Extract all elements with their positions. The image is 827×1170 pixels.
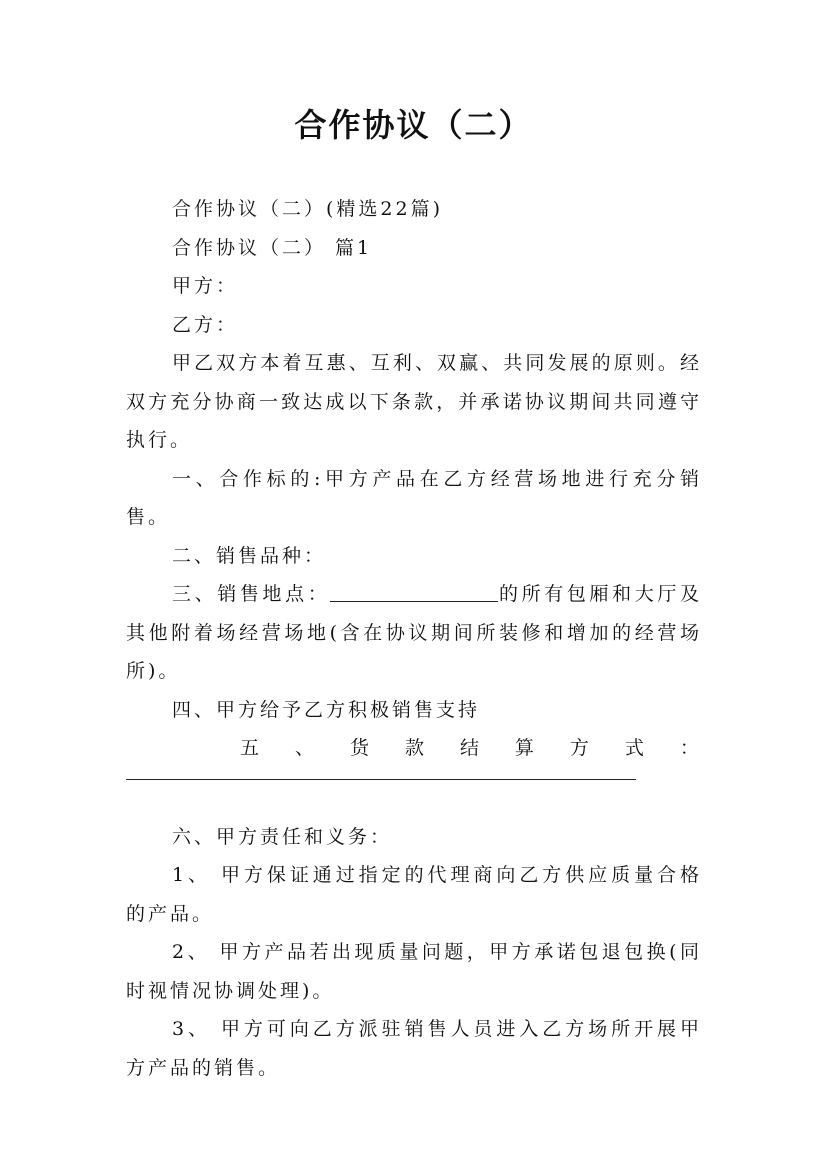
paragraph-subtitle: 合作协议（二）(精选22篇) [172,198,444,220]
clause-5-char: 方 [569,737,592,759]
clause-5-char: 式 [624,737,647,759]
clause-5-char: 货 [349,737,372,759]
document-title: 合作协议（二） [294,106,533,144]
clause-3-prefix: 三、销售地点： [172,583,331,605]
paragraph-clause-6: 六、甲方责任和义务： [172,825,393,848]
clause-5-char: 款 [404,737,427,759]
spacer [126,798,702,818]
paragraph-party-a: 甲方： [172,275,239,297]
paragraph-clause-1: 一、合作标的:甲方产品在乙方经营场地进行充分销售。 [126,467,702,528]
blank-underline [330,582,498,602]
paragraph-clause-3 [126,575,702,691]
paragraph-party-b: 乙方： [172,313,239,336]
paragraph-chapter-heading: 合作协议（二） 篇1 [172,236,373,259]
clause-5-char: ： [679,737,702,759]
paragraph-duty-3: 3、 甲方可向乙方派驻销售人员进入乙方场所开展甲方产品的销售。 [126,1018,702,1079]
paragraph-clause-5 [126,729,702,768]
document-body [126,190,702,1087]
paragraph-duty-2: 2、 甲方产品若出现质量问题，甲方承诺包退包换(同时视情况协调处理)。 [126,941,702,1002]
fill-in-line [126,768,702,798]
paragraph-clause-4: 四、甲方给予乙方积极销售支持 [172,698,481,721]
clause-5-char: 算 [514,737,537,759]
paragraph-clause-2: 二、销售品种： [172,544,327,567]
clause-3-suffix: 的所有包厢和大厅及其他附着场经营场地(含在协议期间所装修和增加的经营场所)。 [126,583,702,682]
underline-rule [126,779,636,780]
paragraph-duty-1: 1、 甲方保证通过指定的代理商向乙方供应质量合格的产品。 [126,864,702,925]
clause-5-char: 、 [294,737,317,759]
clause-5-char: 五 [240,737,263,759]
clause-5-char: 结 [459,737,482,759]
paragraph-preamble: 甲乙双方本着互惠、互利、双赢、共同发展的原则。经双方充分协商一致达成以下条款，并承诺协议期间共同遵守执行。 [126,352,702,451]
